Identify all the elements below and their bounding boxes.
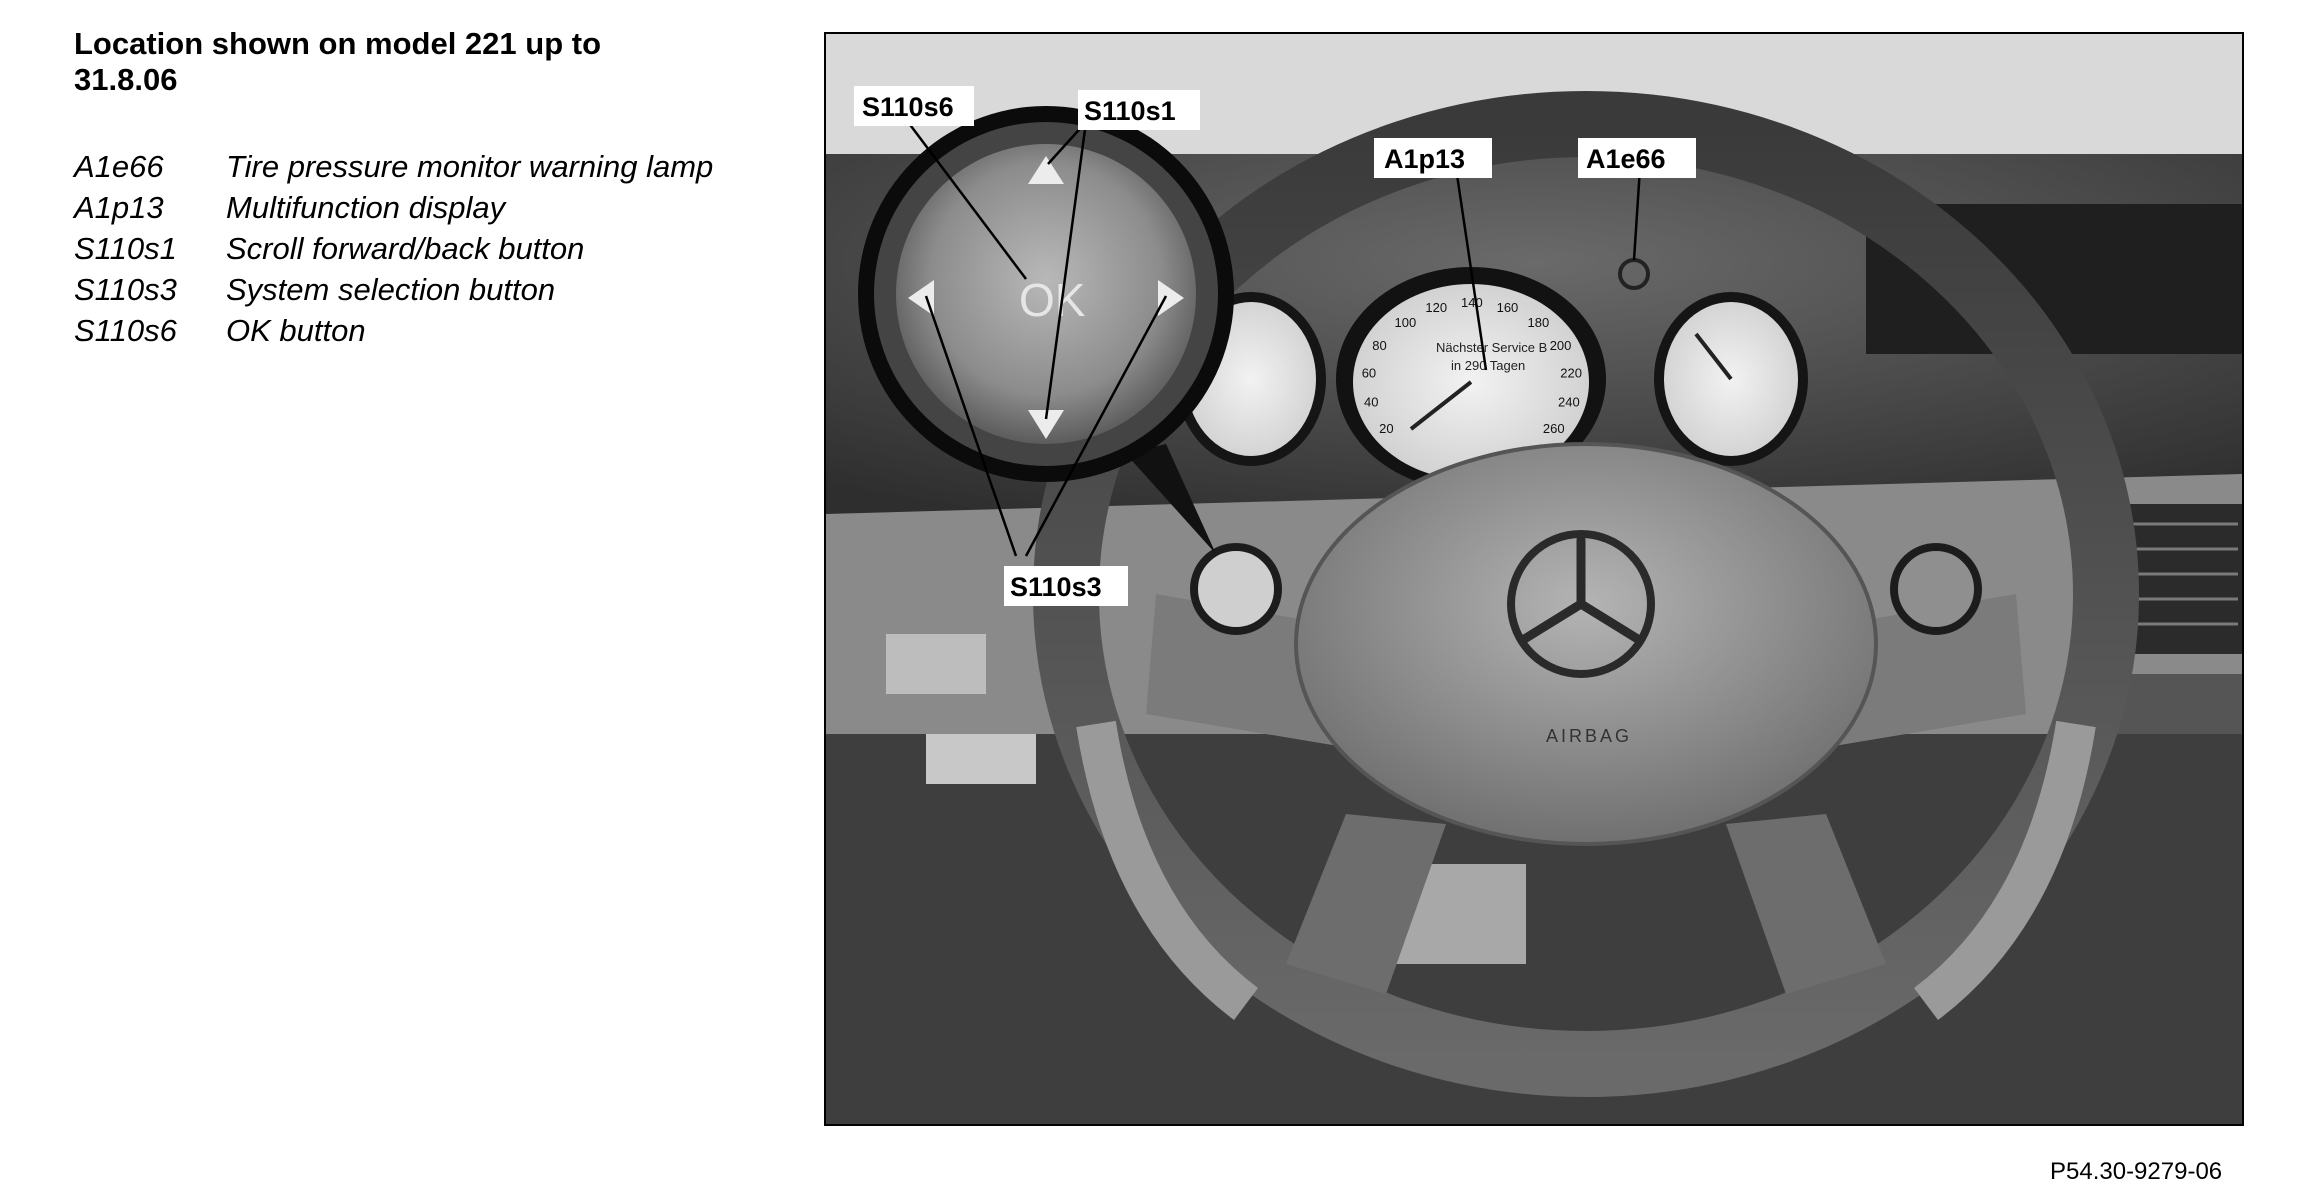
speed-tick-label: 120	[1425, 300, 1448, 316]
legend-description: System selection button	[226, 272, 556, 307]
legend-item	[74, 312, 754, 349]
callout-a1e66: A1e66	[1586, 144, 1666, 174]
callout-s110s6: S110s6	[862, 92, 954, 122]
legend	[74, 148, 754, 353]
speed-tick-label: 20	[1379, 420, 1394, 436]
speed-tick-label: 140	[1461, 295, 1483, 310]
service-message-line2: in 290 Tagen	[1451, 358, 1526, 373]
speed-tick-label: 60	[1361, 365, 1377, 381]
steering-button-cluster-left	[1194, 547, 1278, 631]
callout-s110s3: S110s3	[1010, 572, 1102, 602]
lower-switch	[926, 734, 1036, 784]
speed-tick-label: 160	[1496, 300, 1519, 316]
legend-item	[74, 271, 754, 308]
speed-tick-label: 40	[1364, 394, 1379, 410]
legend-item	[74, 189, 754, 226]
legend-code: S110s1	[74, 231, 177, 266]
speed-tick-label: 100	[1394, 315, 1417, 331]
callout-a1p13: A1p13	[1384, 144, 1466, 174]
service-message-line1: Nächster Service B	[1436, 340, 1548, 355]
light-switch	[886, 634, 986, 694]
legend-description: OK button	[226, 313, 366, 348]
figure-code: P54.30-9279-06	[2050, 1158, 2223, 1185]
page-title: Location shown on model 221 up to 31.8.06	[74, 26, 602, 97]
legend-code: S110s6	[74, 313, 177, 348]
speed-tick-label: 220	[1560, 365, 1583, 381]
legend-description: Scroll forward/back button	[226, 231, 585, 266]
legend-item	[74, 230, 754, 267]
airbag-label: AIRBAG	[1546, 726, 1633, 746]
legend-code: S110s3	[74, 272, 177, 307]
speed-tick-label: 200	[1549, 338, 1572, 354]
airbag-hub	[1296, 444, 1876, 844]
legend-description: Multifunction display	[226, 190, 506, 225]
callout-s110s1: S110s1	[1084, 96, 1176, 126]
speed-tick-label: 260	[1542, 420, 1565, 436]
speed-tick-label: 80	[1372, 338, 1387, 354]
legend-item	[74, 148, 754, 185]
speed-tick-label: 180	[1527, 315, 1550, 331]
speed-tick-label: 240	[1558, 394, 1580, 410]
photo-illustration	[826, 34, 2242, 1124]
steering-wheel-photo	[824, 32, 2244, 1126]
steering-button-cluster-right	[1894, 547, 1978, 631]
ok-button-label: OK	[1019, 274, 1086, 326]
legend-code: A1p13	[74, 190, 164, 225]
legend-description: Tire pressure monitor warning lamp	[226, 149, 714, 184]
legend-code: A1e66	[74, 149, 164, 184]
